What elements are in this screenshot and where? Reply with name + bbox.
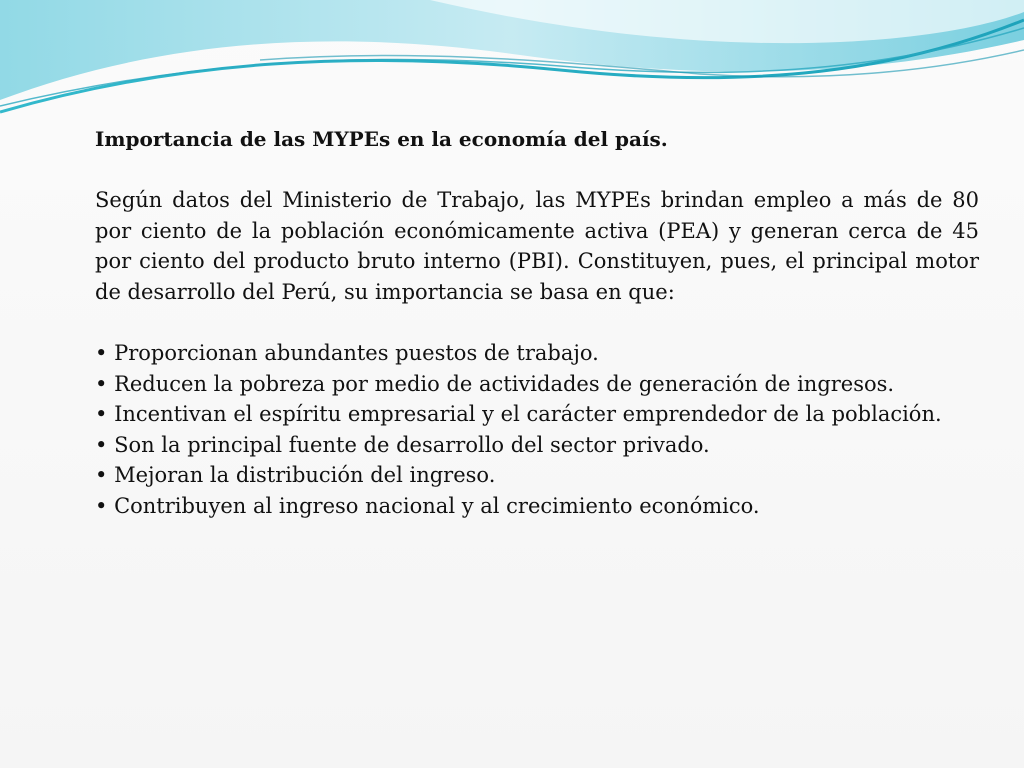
slide-title: Importancia de las MYPEs en la economía del país. (95, 127, 668, 151)
bullet-item: • Incentivan el espíritu empresarial y el carácter emprendedor de la población. (95, 399, 979, 430)
bullet-list (95, 338, 979, 521)
bullet-item: • Proporcionan abundantes puestos de trabajo. (95, 338, 979, 369)
wave-decoration (0, 0, 1024, 130)
bullet-item: • Son la principal fuente de desarrollo del sector privado. (95, 430, 979, 461)
intro-paragraph: Según datos del Ministerio de Trabajo, las MYPEs brindan empleo a más de 80 por ciento de la población económicamente activa (PEA) y generan cerca de 45 por ciento del producto bruto interno (PBI). Constituyen, pues, el principal motor de desarrollo del Perú, su importancia se basa en que: (95, 188, 979, 304)
bullet-item: • Mejoran la distribución del ingreso. (95, 460, 979, 491)
bullet-item: • Contribuyen al ingreso nacional y al crecimiento económico. (95, 491, 979, 522)
slide-content (95, 124, 979, 521)
bullet-item: • Reducen la pobreza por medio de actividades de generación de ingresos. (95, 369, 979, 400)
